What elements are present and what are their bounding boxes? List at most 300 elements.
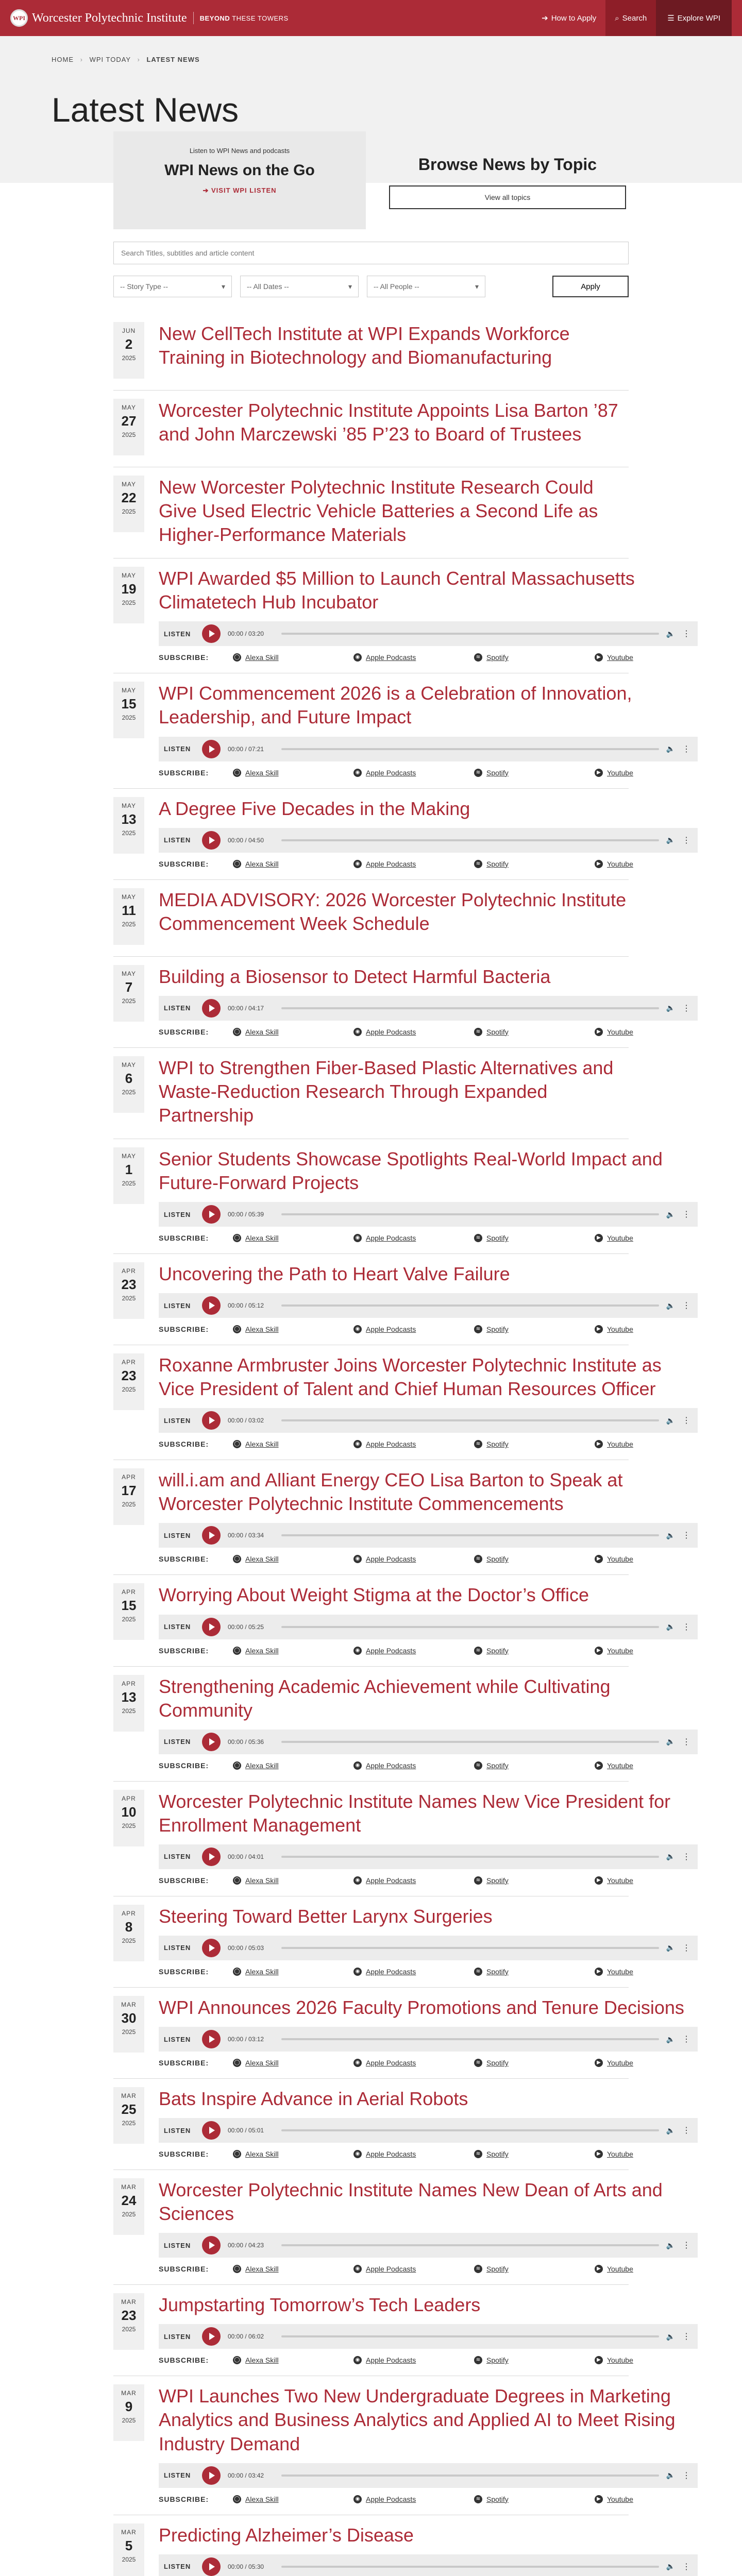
spotify-subscribe-link[interactable]: [474, 2495, 577, 2503]
youtube-label: Youtube: [607, 2059, 633, 2067]
apple-podcasts-icon: ◉: [353, 1325, 362, 1333]
explore-wpi-button[interactable]: ☰ Explore WPI: [656, 0, 732, 36]
youtube-subscribe-link[interactable]: [595, 2150, 698, 2158]
spotify-subscribe-link[interactable]: [474, 1761, 577, 1770]
more-options-icon[interactable]: ⋮: [682, 1622, 690, 1632]
apple-subscribe-link[interactable]: [353, 1234, 457, 1242]
article-title-link[interactable]: WPI to Strengthen Fiber-Based Plastic Alternatives and Waste-Reduction Research Through Expanded Partnership: [159, 1057, 614, 1126]
breadcrumb-home[interactable]: HOME: [52, 56, 74, 63]
alexa-icon: ◯: [233, 769, 241, 777]
play-button[interactable]: [202, 2327, 221, 2346]
article-item: [113, 1254, 690, 1345]
play-button[interactable]: [202, 999, 221, 1018]
article-title-link[interactable]: WPI Awarded $5 Million to Launch Central Massachusetts Climatetech Hub Incubator: [159, 568, 635, 613]
date-year: 2025: [122, 2120, 136, 2127]
more-options-icon[interactable]: ⋮: [682, 2126, 690, 2136]
audio-time: 00:00 / 03:12: [228, 2036, 264, 2043]
more-options-icon[interactable]: ⋮: [682, 744, 690, 754]
article-title-link[interactable]: WPI Commencement 2026 is a Celebration of Innovation, Leadership, and Future Impact: [159, 683, 632, 728]
alexa-label: Alexa Skill: [245, 2150, 279, 2159]
play-button[interactable]: [202, 2236, 221, 2255]
apple-subscribe-link[interactable]: [353, 2356, 457, 2364]
spotify-subscribe-link[interactable]: [474, 769, 577, 777]
article-date: [113, 1675, 144, 1732]
apple-subscribe-link[interactable]: [353, 2150, 457, 2158]
more-options-icon[interactable]: ⋮: [682, 1416, 690, 1426]
more-options-icon[interactable]: ⋮: [682, 1210, 690, 1219]
volume-icon[interactable]: 🔈: [666, 1531, 675, 1539]
arrow-right-icon: ➔: [542, 14, 548, 23]
volume-icon[interactable]: 🔈: [666, 1004, 675, 1012]
volume-icon[interactable]: 🔈: [666, 2471, 675, 2480]
volume-icon[interactable]: 🔈: [666, 2241, 675, 2249]
dates-select[interactable]: -- All Dates -- ▾: [240, 276, 359, 297]
apple-subscribe-link[interactable]: [353, 1325, 457, 1333]
apple-subscribe-link[interactable]: [353, 1028, 457, 1036]
article-title-link[interactable]: New CellTech Institute at WPI Expands Workforce Training in Biotechnology and Biomanufacturing: [159, 323, 570, 368]
alexa-subscribe-link[interactable]: [233, 1968, 336, 1976]
youtube-icon: ▶: [595, 860, 603, 868]
apple-label: Apple Podcasts: [366, 1325, 416, 1334]
apple-podcasts-icon: ◉: [353, 2059, 362, 2067]
volume-icon[interactable]: 🔈: [666, 1301, 675, 1310]
volume-icon[interactable]: 🔈: [666, 2562, 675, 2571]
play-button[interactable]: [202, 831, 221, 850]
volume-icon[interactable]: 🔈: [666, 1210, 675, 1218]
chevron-down-icon: ▾: [221, 282, 225, 291]
audio-progress-bar[interactable]: [281, 1741, 659, 1743]
apple-label: Apple Podcasts: [366, 1646, 416, 1655]
apple-label: Apple Podcasts: [366, 1234, 416, 1243]
alexa-label: Alexa Skill: [245, 653, 279, 662]
audio-progress-bar[interactable]: [281, 1626, 659, 1628]
article-item: [113, 2285, 690, 2376]
date-month: MAR: [121, 2298, 137, 2306]
play-button[interactable]: [202, 1296, 221, 1315]
topics-title: Browse News by Topic: [418, 155, 597, 174]
play-button[interactable]: [202, 2557, 221, 2576]
apple-subscribe-link[interactable]: [353, 1440, 457, 1448]
article-title-link[interactable]: Worcester Polytechnic Institute Names New Dean of Arts and Sciences: [159, 2179, 663, 2225]
article-date: [113, 1353, 144, 1410]
article-body: [159, 399, 629, 455]
alexa-subscribe-link[interactable]: [233, 2265, 336, 2273]
more-options-icon[interactable]: ⋮: [682, 2562, 690, 2571]
volume-icon[interactable]: 🔈: [666, 1943, 675, 1952]
date-day: 13: [121, 1689, 137, 1705]
date-day: 1: [125, 1161, 133, 1177]
date-year: 2025: [122, 1179, 136, 1187]
audio-progress-bar[interactable]: [281, 2335, 659, 2337]
volume-icon[interactable]: 🔈: [666, 1852, 675, 1861]
alexa-subscribe-link[interactable]: [233, 1440, 336, 1448]
apple-label: Apple Podcasts: [366, 2495, 416, 2503]
date-year: 2025: [122, 1707, 136, 1715]
date-day: 11: [122, 902, 136, 918]
volume-icon[interactable]: 🔈: [666, 836, 675, 844]
spotify-subscribe-link[interactable]: [474, 1876, 577, 1885]
article-title-link[interactable]: A Degree Five Decades in the Making: [159, 798, 470, 819]
alexa-subscribe-link[interactable]: [233, 769, 336, 777]
article-body: [159, 1056, 629, 1127]
date-year: 2025: [122, 1616, 136, 1623]
spotify-icon: ≋: [474, 1761, 482, 1770]
listen-label: LISTEN: [164, 2332, 191, 2341]
article-title-link[interactable]: will.i.am and Alliant Energy CEO Lisa Barton to Speak at Worcester Polytechnic Institute Commencements: [159, 1469, 623, 1515]
spotify-subscribe-link[interactable]: [474, 860, 577, 868]
spotify-subscribe-link[interactable]: [474, 1325, 577, 1333]
alexa-subscribe-link[interactable]: [233, 2059, 336, 2067]
article-title-link[interactable]: Building a Biosensor to Detect Harmful Bacteria: [159, 965, 551, 987]
audio-progress-bar[interactable]: [281, 748, 659, 750]
youtube-icon: ▶: [595, 2265, 603, 2273]
more-options-icon[interactable]: ⋮: [682, 1852, 690, 1861]
alexa-subscribe-link[interactable]: [233, 1555, 336, 1563]
apple-podcasts-icon: ◉: [353, 1761, 362, 1770]
spotify-label: Spotify: [486, 1761, 509, 1770]
audio-progress-bar[interactable]: [281, 1947, 659, 1949]
date-month: MAR: [121, 2389, 137, 2397]
spotify-label: Spotify: [486, 2356, 509, 2365]
spotify-icon: ≋: [474, 2059, 482, 2067]
alexa-icon: ◯: [233, 1968, 241, 1976]
article-title-link[interactable]: Worcester Polytechnic Institute Names New Vice President for Enrollment Management: [159, 1790, 671, 1836]
date-month: JUN: [122, 327, 136, 334]
header-divider: [193, 12, 194, 24]
date-year: 2025: [122, 997, 136, 1005]
alexa-label: Alexa Skill: [245, 2265, 279, 2274]
apple-podcasts-icon: ◉: [353, 1028, 362, 1036]
volume-icon[interactable]: 🔈: [666, 2035, 675, 2043]
youtube-subscribe-link[interactable]: [595, 769, 698, 777]
youtube-icon: ▶: [595, 1761, 603, 1770]
subscribe-row: [159, 653, 698, 662]
date-day: 7: [125, 979, 133, 995]
audio-time: 00:00 / 03:34: [228, 1532, 264, 1539]
alexa-label: Alexa Skill: [245, 1761, 279, 1770]
apple-label: Apple Podcasts: [366, 1440, 416, 1449]
youtube-subscribe-link[interactable]: [595, 1968, 698, 1976]
play-button[interactable]: [202, 1939, 221, 1957]
apple-podcasts-icon: ◉: [353, 1968, 362, 1976]
youtube-icon: ▶: [595, 1555, 603, 1563]
youtube-subscribe-link[interactable]: [595, 1555, 698, 1563]
play-button[interactable]: [202, 1526, 221, 1545]
audio-progress-bar[interactable]: [281, 2038, 659, 2040]
listen-label: LISTEN: [164, 1623, 191, 1631]
play-button[interactable]: [202, 624, 221, 643]
more-options-icon[interactable]: ⋮: [682, 630, 690, 639]
breadcrumb: [52, 36, 690, 63]
play-icon: [209, 2563, 215, 2570]
play-button[interactable]: [202, 2030, 221, 2048]
article-date: [113, 2087, 144, 2144]
date-year: 2025: [122, 354, 136, 362]
subscribe-label: SUBSCRIBE:: [159, 1761, 209, 1770]
browse-topics: [386, 131, 629, 229]
spotify-icon: ≋: [474, 1647, 482, 1655]
spotify-subscribe-link[interactable]: [474, 1555, 577, 1563]
play-button[interactable]: [202, 1411, 221, 1430]
volume-icon[interactable]: 🔈: [666, 1737, 675, 1746]
article-item: [113, 1782, 690, 1896]
site-header: [0, 0, 742, 36]
article-title-link[interactable]: MEDIA ADVISORY: 2026 Worcester Polytechnic Institute Commencement Week Schedule: [159, 889, 627, 934]
wpi-seal-icon: WPI: [10, 9, 28, 27]
apple-subscribe-link[interactable]: [353, 1761, 457, 1770]
subscribe-label: SUBSCRIBE:: [159, 2150, 209, 2159]
audio-player: [159, 737, 698, 761]
volume-icon[interactable]: 🔈: [666, 744, 675, 753]
youtube-subscribe-link[interactable]: [595, 1325, 698, 1333]
more-options-icon[interactable]: ⋮: [682, 1943, 690, 1953]
visit-wpi-listen-link[interactable]: ➔ VISIT WPI LISTEN: [203, 187, 277, 194]
play-button[interactable]: [202, 1205, 221, 1224]
spotify-icon: ≋: [474, 2356, 482, 2364]
audio-player: [159, 1844, 698, 1869]
article-title-link[interactable]: Uncovering the Path to Heart Valve Failure: [159, 1263, 510, 1285]
youtube-subscribe-link[interactable]: [595, 2059, 698, 2067]
spotify-subscribe-link[interactable]: [474, 1440, 577, 1448]
audio-time: 00:00 / 05:30: [228, 2563, 264, 2570]
more-options-icon[interactable]: ⋮: [682, 2035, 690, 2044]
apple-subscribe-link[interactable]: [353, 2265, 457, 2273]
date-year: 2025: [122, 920, 136, 928]
more-options-icon[interactable]: ⋮: [682, 2332, 690, 2342]
article-date: [113, 1996, 144, 2053]
spotify-subscribe-link[interactable]: [474, 2150, 577, 2158]
apple-subscribe-link[interactable]: [353, 653, 457, 662]
audio-progress-bar[interactable]: [281, 1213, 659, 1215]
spotify-subscribe-link[interactable]: [474, 2265, 577, 2273]
date-day: 15: [121, 1598, 137, 1614]
listen-label: LISTEN: [164, 2126, 191, 2134]
apple-subscribe-link[interactable]: [353, 2495, 457, 2503]
more-options-icon[interactable]: ⋮: [682, 1737, 690, 1747]
spotify-subscribe-link[interactable]: [474, 1647, 577, 1655]
date-year: 2025: [122, 2211, 136, 2218]
date-month: APR: [122, 1359, 136, 1366]
play-button[interactable]: [202, 1733, 221, 1751]
more-options-icon[interactable]: ⋮: [682, 2471, 690, 2480]
youtube-label: Youtube: [607, 859, 633, 868]
apple-subscribe-link[interactable]: [353, 1876, 457, 1885]
spotify-subscribe-link[interactable]: [474, 2059, 577, 2067]
article-date: [113, 2293, 144, 2350]
play-button[interactable]: [202, 1618, 221, 1636]
listen-label: LISTEN: [164, 1853, 191, 1861]
apple-podcasts-icon: ◉: [353, 1647, 362, 1655]
subscribe-row: [159, 1028, 698, 1036]
play-button[interactable]: [202, 2466, 221, 2485]
subscribe-row: [159, 1440, 698, 1448]
search-button[interactable]: ⌕ Search: [605, 0, 656, 36]
wpi-logo[interactable]: [10, 9, 187, 27]
article-title-link[interactable]: Steering Toward Better Larynx Surgeries: [159, 1905, 493, 1927]
article-date: [113, 1147, 144, 1204]
date-month: MAY: [121, 1061, 137, 1069]
view-all-topics-button[interactable]: View all topics: [389, 185, 626, 209]
article-title-link[interactable]: Predicting Alzheimer’s Disease: [159, 2524, 414, 2546]
apple-subscribe-link[interactable]: [353, 1968, 457, 1976]
youtube-subscribe-link[interactable]: [595, 1876, 698, 1885]
alexa-icon: ◯: [233, 1440, 241, 1448]
listen-label: LISTEN: [164, 2471, 191, 2480]
play-icon: [209, 1532, 215, 1539]
apple-subscribe-link[interactable]: [353, 860, 457, 868]
apply-filters-button[interactable]: Apply: [552, 276, 629, 297]
audio-progress-bar[interactable]: [281, 2475, 659, 2477]
youtube-subscribe-link[interactable]: [595, 1028, 698, 1036]
audio-progress-bar[interactable]: [281, 1856, 659, 1858]
more-options-icon[interactable]: ⋮: [682, 1004, 690, 1013]
people-select[interactable]: -- All People -- ▾: [367, 276, 485, 297]
article-item: [113, 558, 690, 673]
article-item: [113, 1575, 690, 1666]
audio-progress-bar[interactable]: [281, 1534, 659, 1536]
article-title-link[interactable]: Roxanne Armbruster Joins Worcester Polytechnic Institute as Vice President of Talent and Chief Human Resources Officer: [159, 1354, 662, 1400]
article-title-link[interactable]: Worrying About Weight Stigma at the Doctor’s Office: [159, 1584, 589, 1606]
spotify-label: Spotify: [486, 1646, 509, 1655]
audio-time: 00:00 / 07:21: [228, 745, 264, 753]
apple-subscribe-link[interactable]: [353, 1647, 457, 1655]
more-options-icon[interactable]: ⋮: [682, 836, 690, 845]
alexa-subscribe-link[interactable]: [233, 1647, 336, 1655]
youtube-subscribe-link[interactable]: [595, 860, 698, 868]
youtube-subscribe-link[interactable]: [595, 1440, 698, 1448]
alexa-subscribe-link[interactable]: [233, 1234, 336, 1242]
more-options-icon[interactable]: ⋮: [682, 2241, 690, 2250]
alexa-icon: ◯: [233, 1876, 241, 1885]
date-year: 2025: [122, 1295, 136, 1302]
spotify-label: Spotify: [486, 2059, 509, 2067]
spotify-icon: ≋: [474, 860, 482, 868]
search-icon: ⌕: [615, 13, 619, 23]
youtube-icon: ▶: [595, 1440, 603, 1448]
audio-time: 00:00 / 05:36: [228, 1738, 264, 1745]
article-title-link[interactable]: WPI Announces 2026 Faculty Promotions and Tenure Decisions: [159, 1996, 684, 2018]
play-button[interactable]: [202, 740, 221, 758]
audio-progress-bar[interactable]: [281, 633, 659, 635]
more-options-icon[interactable]: ⋮: [682, 1301, 690, 1311]
play-icon: [209, 1738, 215, 1745]
article-title-link[interactable]: New Worcester Polytechnic Institute Research Could Give Used Electric Vehicle Batteries a Second Life as Higher-Performance Materials: [159, 477, 598, 546]
article-title-link[interactable]: Jumpstarting Tomorrow’s Tech Leaders: [159, 2294, 481, 2316]
youtube-subscribe-link[interactable]: [595, 2356, 698, 2364]
spotify-subscribe-link[interactable]: [474, 2356, 577, 2364]
spotify-subscribe-link[interactable]: [474, 653, 577, 662]
spotify-icon: ≋: [474, 1234, 482, 1242]
how-to-apply-link[interactable]: ➔ How to Apply: [542, 13, 597, 23]
audio-progress-bar[interactable]: [281, 2129, 659, 2131]
article-body: [159, 1353, 698, 1448]
audio-progress-bar[interactable]: [281, 1304, 659, 1307]
youtube-subscribe-link[interactable]: [595, 1647, 698, 1655]
article-item: [113, 1988, 690, 2079]
youtube-subscribe-link[interactable]: [595, 2495, 698, 2503]
play-icon: [209, 837, 215, 844]
date-year: 2025: [122, 714, 136, 722]
alexa-subscribe-link[interactable]: [233, 653, 336, 662]
apple-subscribe-link[interactable]: [353, 769, 457, 777]
article-title-link[interactable]: WPI Launches Two New Undergraduate Degrees in Marketing Analytics and Business Analytics and Applied AI to Meet Rising Industry Demand: [159, 2385, 676, 2454]
audio-player: [159, 1730, 698, 1754]
audio-progress-bar[interactable]: [281, 2566, 659, 2568]
article-title-link[interactable]: Senior Students Showcase Spotlights Real-World Impact and Future-Forward Projects: [159, 1148, 663, 1194]
youtube-subscribe-link[interactable]: [595, 2265, 698, 2273]
play-icon: [209, 1944, 215, 1952]
apple-label: Apple Podcasts: [366, 1027, 416, 1036]
alexa-subscribe-link[interactable]: [233, 2150, 336, 2158]
subscribe-label: SUBSCRIBE:: [159, 1876, 209, 1885]
article-body: [159, 888, 629, 945]
play-button[interactable]: [202, 1848, 221, 1866]
article-item: [113, 673, 690, 788]
alexa-icon: ◯: [233, 1325, 241, 1333]
alexa-subscribe-link[interactable]: [233, 1028, 336, 1036]
audio-progress-bar[interactable]: [281, 1007, 659, 1009]
volume-icon[interactable]: 🔈: [666, 629, 675, 638]
breadcrumb-wpi-today[interactable]: WPI TODAY: [89, 56, 131, 63]
audio-player: [159, 2027, 698, 2052]
play-button[interactable]: [202, 2121, 221, 2140]
alexa-subscribe-link[interactable]: [233, 1325, 336, 1333]
story-type-select[interactable]: -- Story Type -- ▾: [113, 276, 232, 297]
audio-player: [159, 2233, 698, 2258]
article-title-link[interactable]: Bats Inspire Advance in Aerial Robots: [159, 2088, 468, 2110]
youtube-subscribe-link[interactable]: [595, 653, 698, 662]
alexa-subscribe-link[interactable]: [233, 1876, 336, 1885]
spotify-label: Spotify: [486, 1555, 509, 1564]
news-search-input[interactable]: [113, 242, 629, 264]
alexa-subscribe-link[interactable]: [233, 1761, 336, 1770]
audio-progress-bar[interactable]: [281, 2244, 659, 2246]
article-item: [113, 467, 629, 558]
audio-player: [159, 996, 698, 1021]
article-body: [159, 2087, 698, 2158]
listen-label: LISTEN: [164, 630, 191, 638]
youtube-subscribe-link[interactable]: [595, 1234, 698, 1242]
alexa-subscribe-link[interactable]: [233, 860, 336, 868]
spotify-subscribe-link[interactable]: [474, 1028, 577, 1036]
page-title: Latest News: [52, 91, 239, 129]
youtube-subscribe-link[interactable]: [595, 1761, 698, 1770]
audio-progress-bar[interactable]: [281, 1419, 659, 1421]
apple-subscribe-link[interactable]: [353, 2059, 457, 2067]
spotify-subscribe-link[interactable]: [474, 1968, 577, 1976]
audio-player: [159, 2118, 698, 2143]
volume-icon[interactable]: 🔈: [666, 1416, 675, 1425]
volume-icon[interactable]: 🔈: [666, 1622, 675, 1631]
subscribe-label: SUBSCRIBE:: [159, 1234, 209, 1243]
audio-progress-bar[interactable]: [281, 839, 659, 841]
alexa-subscribe-link[interactable]: [233, 2495, 336, 2503]
date-day: 30: [121, 2010, 137, 2026]
spotify-icon: ≋: [474, 1968, 482, 1976]
alexa-icon: ◯: [233, 653, 241, 662]
article-title-link[interactable]: Worcester Polytechnic Institute Appoints Lisa Barton ’87 and John Marczewski ’85 P’23 to Board of Trustees: [159, 400, 618, 445]
subscribe-row: [159, 1876, 698, 1885]
apple-subscribe-link[interactable]: [353, 1555, 457, 1563]
alexa-subscribe-link[interactable]: [233, 2356, 336, 2364]
volume-icon[interactable]: 🔈: [666, 2126, 675, 2134]
spotify-subscribe-link[interactable]: [474, 1234, 577, 1242]
more-options-icon[interactable]: ⋮: [682, 1531, 690, 1540]
volume-icon[interactable]: 🔈: [666, 2332, 675, 2341]
alexa-label: Alexa Skill: [245, 1555, 279, 1564]
article-title-link[interactable]: Strengthening Academic Achievement while Cultivating Community: [159, 1675, 611, 1721]
alexa-icon: ◯: [233, 1234, 241, 1242]
